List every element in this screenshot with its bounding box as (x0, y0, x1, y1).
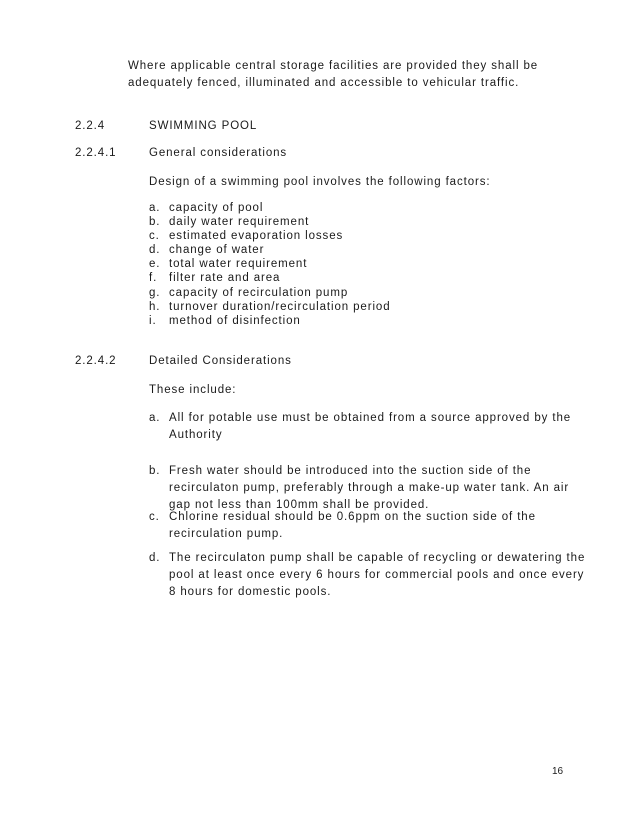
factors-list (149, 201, 391, 328)
list-item-line: The recirculaton pump shall be capable of recycling or dewatering the (169, 552, 586, 564)
intro-line-2: adequately fenced, illuminated and accessible to vehicular traffic. (128, 77, 520, 89)
list-item-line: recirculaton pump, preferably through a make-up water tank. An air (169, 482, 570, 494)
list-item-text: estimated evaporation losses (169, 230, 344, 243)
list-item-text: total water requirement (169, 258, 308, 271)
list-item-line: gap not less than 100mm shall be provided. (169, 499, 430, 511)
list-item-text: capacity of recirculation pump (169, 286, 349, 299)
list-item-line: Chlorine residual should be 0.6ppm on the suction side of the (169, 511, 536, 523)
list-marker: b. (149, 216, 161, 229)
list-marker: g. (149, 286, 161, 299)
list-item (149, 550, 585, 601)
list-item (149, 243, 391, 257)
subsection-heading: Detailed Considerations (149, 355, 292, 367)
list-marker: a. (149, 202, 161, 214)
considerations-item-c (149, 509, 536, 543)
subsection-number: 2.2.4.1 (75, 147, 117, 159)
list-marker: a. (149, 412, 161, 424)
list-item-text: filter rate and area (169, 272, 281, 285)
list-item-line: Fresh water should be introduced into the suction side of the (169, 465, 532, 477)
subsection-number: 2.2.4.2 (75, 355, 117, 367)
list-marker: b. (149, 465, 161, 477)
list-item (149, 257, 391, 271)
list-item (149, 286, 391, 300)
list-item-line: All for potable use must be obtained from a source approved by the (169, 412, 572, 424)
list-item (149, 509, 536, 543)
list-marker: i. (149, 314, 157, 327)
list-item-text: change of water (169, 244, 265, 257)
subsection-heading: General considerations (149, 147, 288, 159)
list-item (149, 314, 391, 328)
list-item (149, 271, 391, 285)
list-marker: d. (149, 552, 161, 564)
list-marker: d. (149, 244, 161, 257)
list-item (149, 300, 391, 314)
list-item (149, 410, 571, 444)
section-heading: SWIMMING POOL (149, 120, 258, 132)
list-item (149, 215, 391, 229)
considerations-item-a (149, 410, 571, 444)
list-item (149, 463, 569, 514)
list-marker: h. (149, 300, 161, 313)
list-marker: c. (149, 230, 160, 243)
list-item-line: 8 hours for domestic pools. (169, 586, 332, 598)
list-item (149, 229, 391, 243)
list-item-line: pool at least once every 6 hours for commercial pools and once every (169, 569, 585, 581)
list-item-text: turnover duration/recirculation period (169, 300, 391, 313)
intro-line-1: Where applicable central storage facilities are provided they shall be (128, 60, 539, 72)
section-number: 2.2.4 (75, 120, 106, 132)
list-item-line: Authority (169, 429, 223, 441)
list-marker: e. (149, 258, 161, 271)
list-item-text: daily water requirement (169, 216, 310, 229)
list-item (149, 201, 391, 215)
list-marker: f. (149, 272, 158, 285)
considerations-item-d (149, 550, 585, 601)
subsection-lead: These include: (149, 384, 237, 396)
page-number: 16 (552, 766, 564, 777)
considerations-item-b (149, 463, 569, 514)
list-marker: c. (149, 511, 160, 523)
list-item-text: method of disinfection (169, 314, 301, 327)
list-item-text: capacity of pool (169, 202, 264, 214)
list-item-line: recirculation pump. (169, 528, 284, 540)
subsection-lead: Design of a swimming pool involves the following factors: (149, 176, 491, 188)
